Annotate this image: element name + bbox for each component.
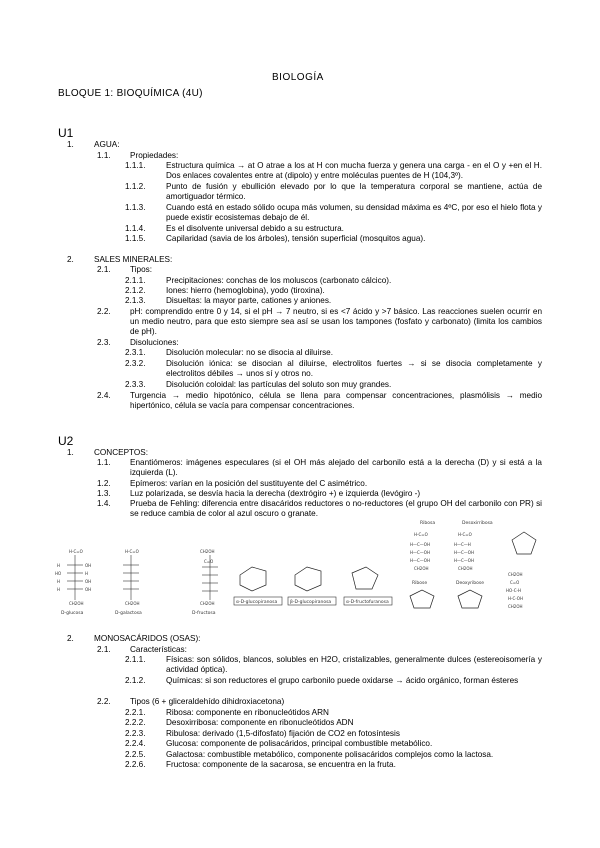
label-deoxyribose: Deoxyribose — [456, 581, 484, 586]
item-number: 2.2.1. — [125, 708, 146, 717]
section-number: 2. — [67, 255, 74, 264]
svg-text:H: H — [57, 587, 61, 592]
item-number: 2.2.3. — [125, 729, 146, 738]
label-beta-glucopyranose: β-D-glucopiranosa — [290, 600, 332, 605]
subsection-number: 2.2. — [97, 307, 111, 316]
caption-fructose: D-fructosa — [192, 611, 216, 615]
item-number: 1.1.4. — [125, 224, 146, 233]
item-text: Ribulosa: derivado (1,5-difosfato) fijación de CO2 en fotosíntesis — [166, 729, 400, 738]
svg-text:H—C—H: H—C—H — [454, 542, 471, 547]
svg-text:HO: HO — [55, 571, 62, 576]
item-number: 2.1.1. — [125, 276, 146, 285]
item-number: 2.1.1. — [125, 655, 146, 664]
item-number: 1.1.2. — [125, 182, 146, 191]
subsection-text: Epímeros: varían en la posición del sustituyente del C asimétrico. — [130, 479, 368, 488]
svg-text:H-C=O: H-C=O — [125, 549, 139, 554]
item-number: 2.2.4. — [125, 739, 146, 748]
subsection-number: 2.1. — [97, 265, 111, 274]
item-text: Disolución molecular: no se disocia al diluirse. — [166, 348, 334, 357]
subsection-number: 1.4. — [97, 499, 111, 508]
label-ribosa: Ribosa — [420, 521, 436, 526]
subsection-text: Luz polarizada, se desvía hacia la derecha (dextrógiro +) e izquierda (levógiro -) — [130, 489, 421, 498]
unit-heading-u2: U2 — [58, 434, 74, 448]
fischer-projections-figure — [55, 545, 185, 615]
svg-text:H—C—OH: H—C—OH — [454, 558, 474, 563]
subsection-number: 2.1. — [97, 645, 111, 654]
item-text: Galactosa: combustible metabólico, componente polisacáridos complejos como la lactosa. — [166, 750, 494, 759]
svg-text:CH2OH: CH2OH — [200, 601, 215, 606]
item-text: Físicas: son sólidos, blancos, solubles en H2O, cristalizables, generalmente dulces (estereoisomería y actividad óptica). — [166, 655, 542, 674]
item-text: Es el disolvente universal debido a su estructura. — [166, 224, 344, 233]
item-text: Desoxirribosa: componente en ribonucleótidos ADN — [166, 718, 354, 727]
item-text: Punto de fusión y ebullición elevado por lo que la temperatura corporal se mantiene, actúa de amortiguador térmico. — [166, 182, 542, 201]
section-number: 1. — [67, 448, 74, 457]
section-heading-conceptos: CONCEPTOS: — [94, 448, 148, 457]
item-number: 2.1.2. — [125, 676, 146, 685]
subsection-number: 2.3. — [97, 338, 111, 347]
label-ribose: Ribose — [412, 581, 428, 586]
svg-text:H-C=O: H-C=O — [69, 549, 83, 554]
svg-text:H—C—OH: H—C—OH — [410, 550, 430, 555]
item-number: 2.3.3. — [125, 380, 146, 389]
svg-text:H: H — [85, 571, 89, 576]
item-number: 1.1.5. — [125, 234, 146, 243]
subsection-number: 1.1. — [97, 151, 111, 160]
caption-glucose: D-glucosa — [61, 611, 84, 615]
subsection-heading-tipos-mono: Tipos (6 + gliceraldehído dihidroxiacetona) — [130, 697, 285, 706]
subsection-heading-caracteristicas: Características: — [130, 645, 187, 654]
svg-text:C=O: C=O — [204, 559, 214, 564]
item-number: 1.1.3. — [125, 203, 146, 212]
svg-text:CH2OH: CH2OH — [458, 566, 473, 571]
subsection-text: Enantiómeros: imágenes especulares (si el OH más alejado del carbonilo está a la derecha (D) y si está a la izquierda (L). — [130, 458, 542, 477]
ring-structures-figure — [232, 555, 402, 610]
svg-text:CH2OH: CH2OH — [125, 601, 140, 606]
item-number: 1.1.1. — [125, 161, 146, 170]
subsection-text-turgencia: Turgencia → medio hipotónico, célula se llena para compensar concentraciones, plasmólisis → medio hipertónico, célula se vacía para compensar concentraciones. — [130, 391, 542, 410]
subsection-heading-propiedades: Propiedades: — [130, 151, 179, 160]
ribose-figure — [400, 518, 550, 618]
item-text: Disueltas: la mayor parte, cationes y aniones. — [166, 296, 332, 305]
svg-text:CH2OH: CH2OH — [414, 566, 429, 571]
subsection-heading-tipos: Tipos: — [130, 265, 152, 274]
section-heading-sales: SALES MINERALES: — [94, 255, 173, 264]
item-text: Cuando está en estado sólido ocupa más volumen, su densidad máxima es 4ºC, por eso el hielo flota y puede existir ecosistemas debajo de él. — [166, 203, 542, 222]
svg-text:CH2OH: CH2OH — [508, 572, 523, 577]
item-number: 2.1.2. — [125, 286, 146, 295]
label-alpha-glucopyranose: α-D-glucopiranosa — [236, 600, 278, 605]
subsection-number: 1.1. — [97, 458, 111, 467]
item-text: Fructosa: componente de la sacarosa, se encuentra en la fruta. — [166, 760, 396, 769]
item-text: Estructura química → at O atrae a los at H con mucha fuerza y genera una carga - en el O y +en el H. Dos enlaces covalentes entre at (dipolo) y entre moléculas puentes de H (104,3º). — [166, 161, 542, 180]
svg-text:H-C=O: H-C=O — [458, 532, 472, 537]
item-text: Capilaridad (savia de los árboles), tensión superficial (mosquitos agua). — [166, 234, 426, 243]
svg-text:H: H — [57, 579, 61, 584]
item-text: Iones: hierro (hemoglobina), yodo (tiroxina). — [166, 286, 325, 295]
svg-text:HO-C-H: HO-C-H — [506, 588, 521, 593]
subsection-text-ph: pH: comprendido entre 0 y 14, si el pH → 7 neutro, si es <7 ácido y >7 básico. Las reacciones suelen ocurrir en un medio neutro, para que esto siempre sea así se usan los tampones (fosfato y carbonato) (limita los cambios de pH). — [130, 307, 542, 336]
svg-text:OH: OH — [85, 579, 92, 584]
svg-text:H-C-OH: H-C-OH — [508, 596, 523, 601]
subsection-number: 1.3. — [97, 489, 111, 498]
item-text: Disolución iónica: se disocian al diluirse, electrolitos fuertes → si se disocia completamente y electrolitos débiles → unos sí y otros no. — [166, 359, 542, 378]
svg-text:H—C—OH: H—C—OH — [410, 558, 430, 563]
svg-text:CH2OH: CH2OH — [200, 549, 215, 554]
subsection-number: 1.2. — [97, 479, 111, 488]
section-number: 1. — [67, 140, 74, 149]
section-heading-monosacaridos: MONOSACÁRIDOS (OSAS): — [94, 634, 201, 643]
unit-heading-u1: U1 — [58, 126, 74, 140]
section-heading-agua: AGUA: — [94, 140, 120, 149]
item-number: 2.1.3. — [125, 296, 146, 305]
section-number: 2. — [67, 634, 74, 643]
subsection-heading-disoluciones: Disoluciones: — [130, 338, 179, 347]
svg-text:H—C—OH: H—C—OH — [410, 542, 430, 547]
fischer-fructose-figure — [190, 545, 230, 615]
svg-text:OH: OH — [85, 563, 92, 568]
item-number: 2.3.1. — [125, 348, 146, 357]
label-desoxirribosa: Desoxirribosa — [462, 521, 493, 526]
item-text: Disolución coloidal: las partículas del soluto son muy grandes. — [166, 380, 392, 389]
svg-text:OH: OH — [85, 587, 92, 592]
item-number: 2.2.6. — [125, 760, 146, 769]
item-text: Glucosa: componente de polisacáridos, principal combustible metabólico. — [166, 739, 433, 748]
svg-text:C=O: C=O — [510, 580, 520, 585]
svg-text:H—C—OH: H—C—OH — [454, 550, 474, 555]
svg-text:CH2OH: CH2OH — [508, 604, 523, 609]
item-text: Ribosa: componente en ribonucleótidos ARN — [166, 708, 329, 717]
caption-galactose: D-galactosa — [115, 611, 142, 615]
item-number: 2.3.2. — [125, 359, 146, 368]
subsection-number: 2.4. — [97, 391, 111, 400]
subsection-number: 2.2. — [97, 697, 111, 706]
item-text: Precipitaciones: conchas de los moluscos (carbonato cálcico). — [166, 276, 392, 285]
bloque-heading: BLOQUE 1: BIOQUÍMICA (4U) — [58, 88, 203, 99]
item-text: Químicas: si son reductores el grupo carbonilo puede oxidarse → ácido orgánico, forman ésteres — [166, 676, 519, 685]
svg-text:H: H — [57, 563, 61, 568]
item-number: 2.2.5. — [125, 750, 146, 759]
page-title: BIOLOGÍA — [272, 72, 324, 83]
subsection-text: Prueba de Fehling: diferencia entre disacáridos reductores o no-reductores (el grupo OH del carbonilo con PR) si se reduce cambia de color al azul oscuro o granate. — [130, 499, 542, 518]
item-number: 2.2.2. — [125, 718, 146, 727]
svg-text:CH2OH: CH2OH — [69, 601, 84, 606]
label-fructofuranose: α-D-fructofuranosa — [346, 600, 389, 605]
svg-text:H-C=O: H-C=O — [414, 532, 428, 537]
